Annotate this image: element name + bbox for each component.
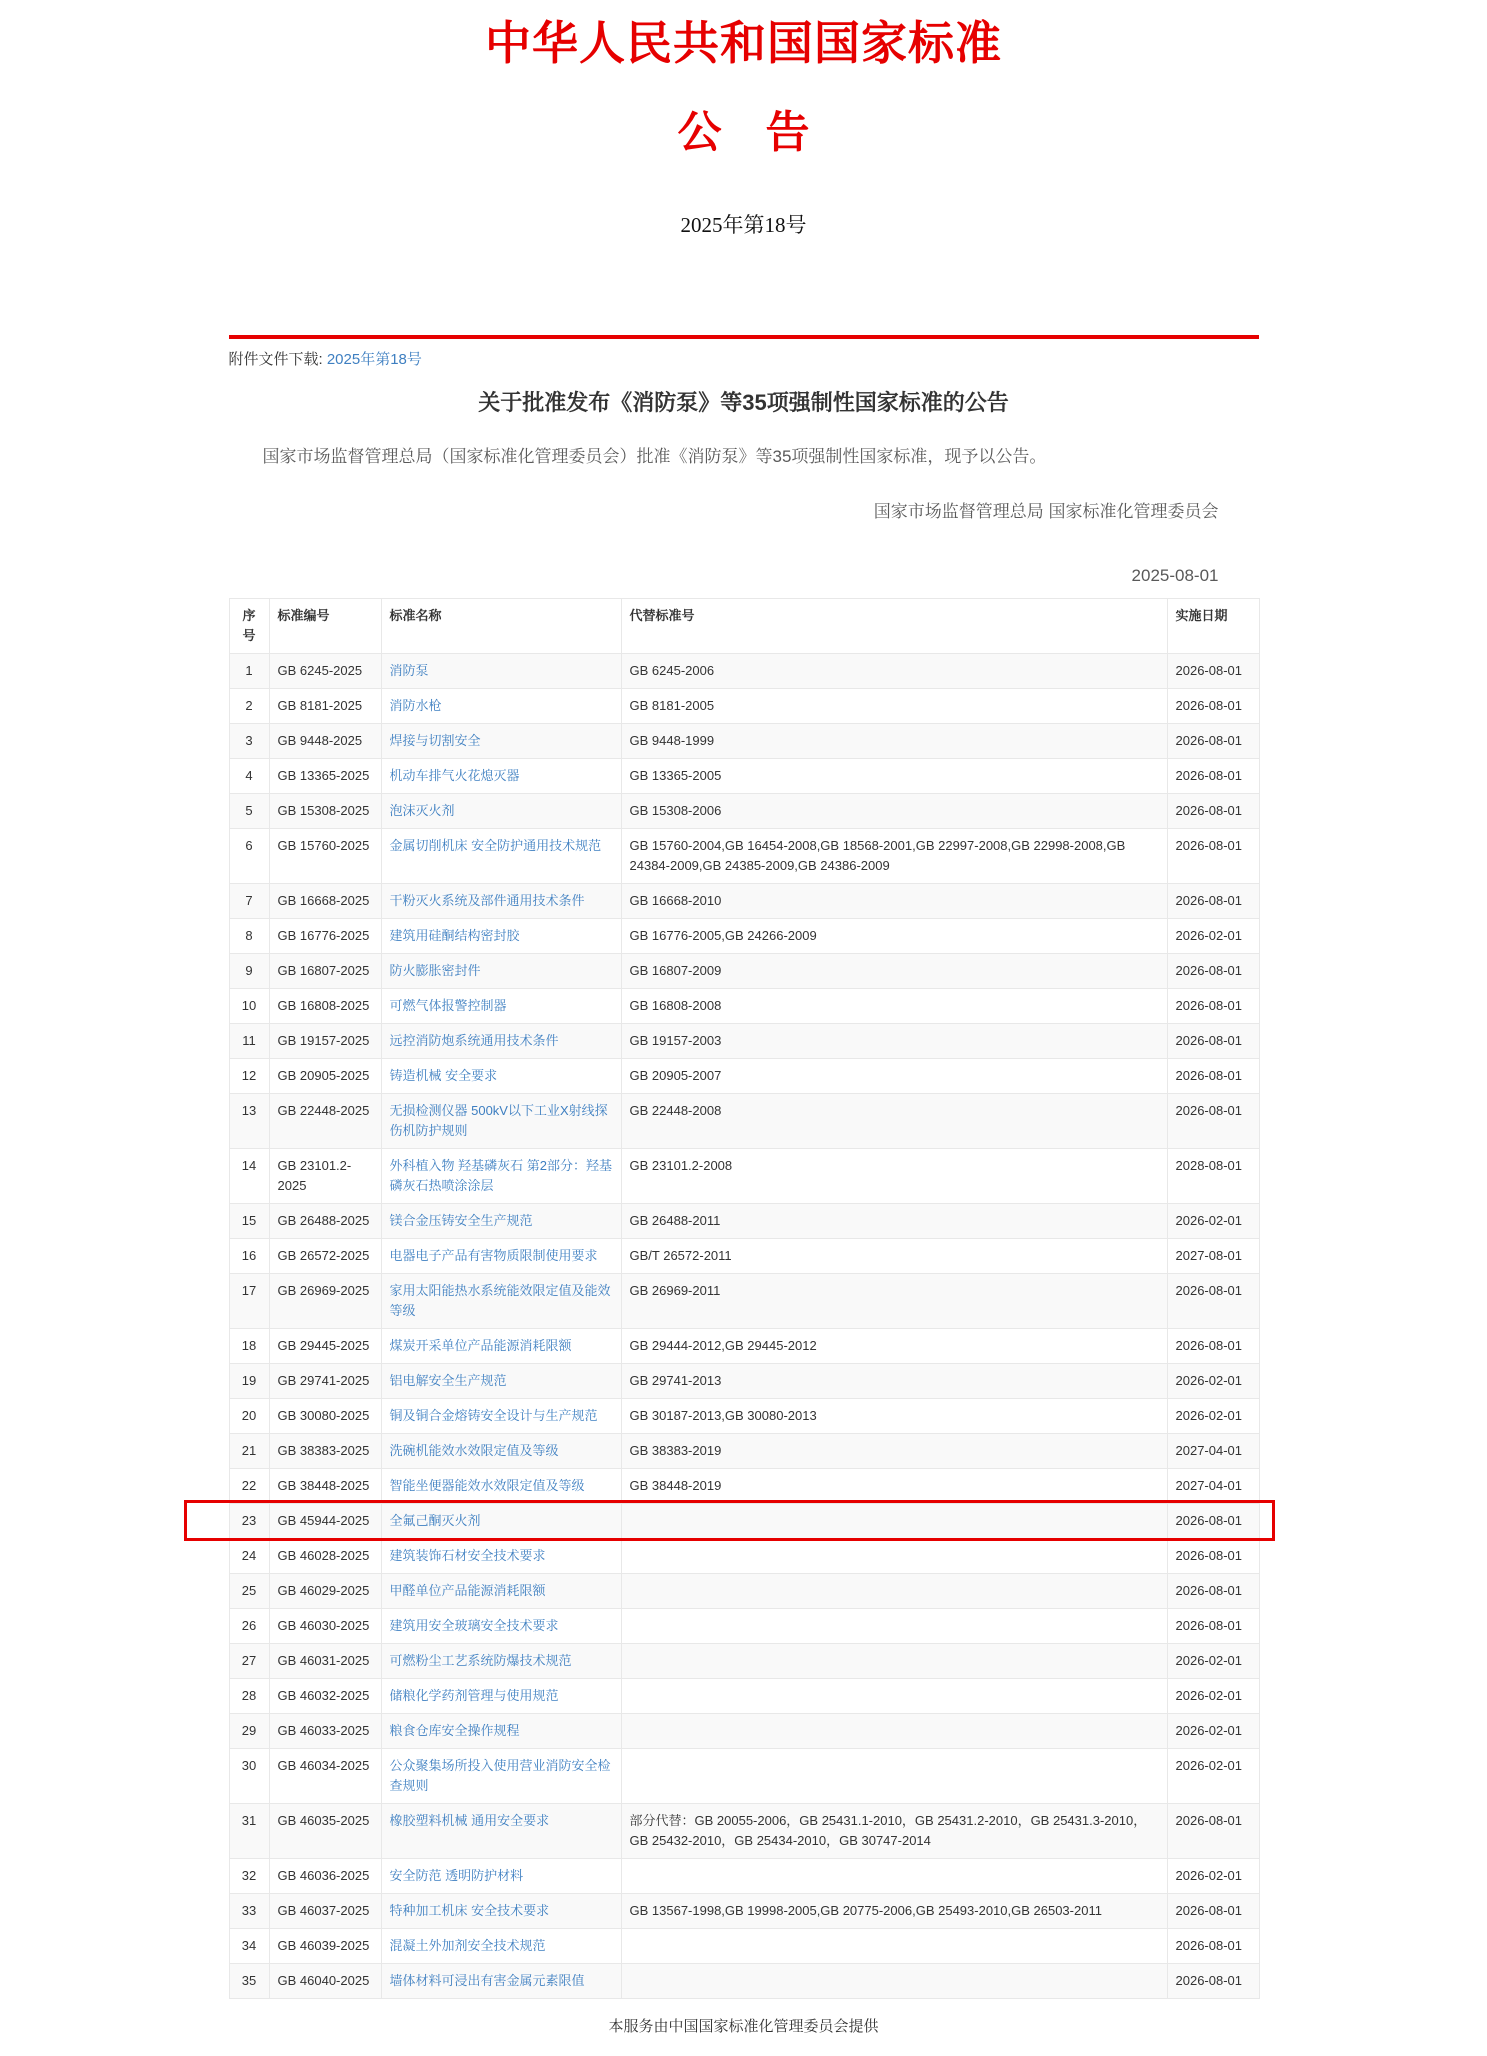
cell-date: 2026-02-01	[1167, 1644, 1259, 1679]
cell-date: 2027-04-01	[1167, 1469, 1259, 1504]
cell-replaced: GB 38448-2019	[621, 1469, 1167, 1504]
cell-replaced	[621, 1859, 1167, 1894]
issuing-authorities: 国家市场监督管理总局 国家标准化管理委员会	[873, 502, 1219, 522]
table-row	[229, 1964, 1259, 1999]
table-row	[229, 1679, 1259, 1714]
cell-seq: 32	[229, 1859, 269, 1894]
cell-std-no: GB 20905-2025	[269, 1059, 381, 1094]
standard-link[interactable]: 外科植入物 羟基磷灰石 第2部分：羟基磷灰石热喷涂涂层	[389, 1158, 612, 1194]
cell-std-name	[381, 654, 621, 689]
cell-date: 2026-08-01	[1167, 1274, 1259, 1329]
cell-replaced	[621, 1574, 1167, 1609]
table-row	[229, 1539, 1259, 1574]
standard-link[interactable]: 墙体材料可浸出有害金属元素限值	[389, 1973, 585, 1989]
issue-number: 2025年第18号	[680, 213, 807, 238]
table-row	[229, 1024, 1259, 1059]
cell-std-no: GB 46035-2025	[269, 1804, 381, 1859]
cell-seq: 4	[229, 759, 269, 794]
cell-date: 2026-02-01	[1167, 1859, 1259, 1894]
cell-replaced: GB 29741-2013	[621, 1364, 1167, 1399]
cell-date: 2026-02-01	[1167, 1679, 1259, 1714]
announcement-title: 关于批准发布《消防泵》等35项强制性国家标准的公告	[478, 390, 1009, 416]
cell-std-name	[381, 1024, 621, 1059]
cell-date: 2026-08-01	[1167, 884, 1259, 919]
cell-std-name	[381, 724, 621, 759]
cell-replaced	[621, 1964, 1167, 1999]
table-row	[229, 1714, 1259, 1749]
table-row	[229, 919, 1259, 954]
cell-replaced: 部分代替：GB 20055-2006，GB 25431.1-2010，GB 25431.2-2010，GB 25431.3-2010，GB 25432-2010，GB 25434-2010，GB 30747-2014	[621, 1804, 1167, 1859]
standard-link[interactable]: 建筑用硅酮结构密封胶	[389, 928, 520, 944]
standard-link[interactable]: 智能坐便器能效水效限定值及等级	[389, 1478, 585, 1494]
cell-std-no: GB 15760-2025	[269, 829, 381, 884]
cell-std-no: GB 8181-2025	[269, 689, 381, 724]
cell-std-name	[381, 1094, 621, 1149]
standard-link[interactable]: 可燃气体报警控制器	[389, 998, 507, 1014]
standard-link[interactable]: 橡胶塑料机械 通用安全要求	[389, 1813, 550, 1829]
cell-std-no: GB 26969-2025	[269, 1274, 381, 1329]
table-row	[229, 954, 1259, 989]
standard-link[interactable]: 家用太阳能热水系统能效限定值及能效等级	[389, 1283, 611, 1319]
table-row	[229, 724, 1259, 759]
announcement-body: 国家市场监督管理总局（国家标准化管理委员会）批准《消防泵》等35项强制性国家标准，现予以公告。	[262, 446, 1047, 466]
cell-replaced: GB 23101.2-2008	[621, 1149, 1167, 1204]
standard-link[interactable]: 远控消防炮系统通用技术条件	[389, 1033, 559, 1049]
cell-date: 2026-08-01	[1167, 1964, 1259, 1999]
cell-std-no: GB 46031-2025	[269, 1644, 381, 1679]
table-row	[229, 1094, 1259, 1149]
cell-std-name	[381, 1059, 621, 1094]
cell-seq: 15	[229, 1204, 269, 1239]
cell-seq: 11	[229, 1024, 269, 1059]
cell-replaced: GB 13365-2005	[621, 759, 1167, 794]
cell-seq: 8	[229, 919, 269, 954]
cell-replaced: GB 9448-1999	[621, 724, 1167, 759]
cell-std-name	[381, 759, 621, 794]
cell-std-name	[381, 1539, 621, 1574]
cell-std-no: GB 45944-2025	[269, 1504, 381, 1539]
cell-seq: 12	[229, 1059, 269, 1094]
announcement-date: 2025-08-01	[1131, 566, 1219, 586]
cell-replaced	[621, 1679, 1167, 1714]
cell-replaced: GB 8181-2005	[621, 689, 1167, 724]
cell-replaced: GB 38383-2019	[621, 1434, 1167, 1469]
standard-link[interactable]: 机动车排气火花熄灭器	[389, 768, 520, 784]
cell-date: 2028-08-01	[1167, 1149, 1259, 1204]
table-row	[229, 989, 1259, 1024]
standard-link[interactable]: 安全防范 透明防护材料	[389, 1868, 524, 1884]
table-body	[229, 654, 1259, 1999]
standard-link[interactable]: 铝电解安全生产规范	[389, 1373, 507, 1389]
table-row	[229, 1859, 1259, 1894]
footer-text: 本服务由中国国家标准化管理委员会提供	[608, 2018, 879, 2036]
table-row	[229, 689, 1259, 724]
cell-std-name	[381, 1329, 621, 1364]
standard-link[interactable]: 消防水枪	[389, 698, 442, 714]
table-row	[229, 829, 1259, 884]
cell-seq: 10	[229, 989, 269, 1024]
standard-link[interactable]: 建筑装饰石材安全技术要求	[389, 1548, 546, 1564]
cell-std-no: GB 46030-2025	[269, 1609, 381, 1644]
table-row	[229, 1644, 1259, 1679]
table-row	[229, 1469, 1259, 1504]
cell-seq: 28	[229, 1679, 269, 1714]
cell-std-no: GB 46040-2025	[269, 1964, 381, 1999]
standard-link[interactable]: 混凝土外加剂安全技术规范	[389, 1938, 546, 1954]
cell-date: 2027-04-01	[1167, 1434, 1259, 1469]
cell-replaced: GB 16776-2005,GB 24266-2009	[621, 919, 1167, 954]
cell-replaced: GB 29444-2012,GB 29445-2012	[621, 1329, 1167, 1364]
doc-title-line2: 公 告	[677, 107, 810, 157]
cell-seq: 34	[229, 1929, 269, 1964]
cell-date: 2026-08-01	[1167, 1059, 1259, 1094]
cell-replaced	[621, 1644, 1167, 1679]
cell-std-name	[381, 989, 621, 1024]
cell-replaced: GB 20905-2007	[621, 1059, 1167, 1094]
cell-std-no: GB 29741-2025	[269, 1364, 381, 1399]
cell-replaced: GB 16808-2008	[621, 989, 1167, 1024]
cell-std-name	[381, 1964, 621, 1999]
cell-date: 2026-08-01	[1167, 1574, 1259, 1609]
cell-seq: 24	[229, 1539, 269, 1574]
cell-std-name	[381, 689, 621, 724]
cell-std-name	[381, 1504, 621, 1539]
cell-replaced	[621, 1749, 1167, 1804]
cell-std-name	[381, 1859, 621, 1894]
cell-date: 2026-08-01	[1167, 989, 1259, 1024]
cell-replaced: GB 16807-2009	[621, 954, 1167, 989]
cell-date: 2026-02-01	[1167, 1714, 1259, 1749]
cell-replaced	[621, 1504, 1167, 1539]
standard-link[interactable]: 镁合金压铸安全生产规范	[389, 1213, 533, 1229]
cell-seq: 18	[229, 1329, 269, 1364]
column-header-date: 实施日期	[1167, 599, 1259, 654]
standard-link[interactable]: 无损检测仪器 500kV以下工业X射线探伤机防护规则	[389, 1103, 608, 1139]
cell-std-name	[381, 794, 621, 829]
cell-std-no: GB 9448-2025	[269, 724, 381, 759]
cell-date: 2026-02-01	[1167, 1399, 1259, 1434]
cell-replaced: GB 26488-2011	[621, 1204, 1167, 1239]
cell-std-name	[381, 1204, 621, 1239]
cell-seq: 16	[229, 1239, 269, 1274]
cell-std-no: GB 6245-2025	[269, 654, 381, 689]
cell-seq: 25	[229, 1574, 269, 1609]
cell-date: 2026-08-01	[1167, 1024, 1259, 1059]
cell-date: 2026-08-01	[1167, 724, 1259, 759]
cell-replaced	[621, 1714, 1167, 1749]
cell-std-no: GB 38383-2025	[269, 1434, 381, 1469]
cell-replaced: GB 6245-2006	[621, 654, 1167, 689]
table-row	[229, 1434, 1259, 1469]
table-row	[229, 1574, 1259, 1609]
cell-std-name	[381, 1714, 621, 1749]
cell-std-name	[381, 829, 621, 884]
red-divider	[229, 335, 1259, 339]
standard-link[interactable]: 防火膨胀密封件	[389, 963, 481, 979]
cell-seq: 9	[229, 954, 269, 989]
standard-link[interactable]: 煤炭开采单位产品能源消耗限额	[389, 1338, 572, 1354]
table-row	[229, 1274, 1259, 1329]
cell-std-name	[381, 1274, 621, 1329]
cell-date: 2026-08-01	[1167, 654, 1259, 689]
table-header-row	[229, 599, 1259, 654]
cell-std-no: GB 15308-2025	[269, 794, 381, 829]
cell-seq: 35	[229, 1964, 269, 1999]
cell-date: 2027-08-01	[1167, 1239, 1259, 1274]
table-row	[229, 1749, 1259, 1804]
standard-link[interactable]: 储粮化学药剂管理与使用规范	[389, 1688, 559, 1704]
cell-seq: 3	[229, 724, 269, 759]
cell-std-no: GB 29445-2025	[269, 1329, 381, 1364]
cell-std-name	[381, 1469, 621, 1504]
cell-date: 2026-08-01	[1167, 829, 1259, 884]
cell-seq: 21	[229, 1434, 269, 1469]
attachment-row	[229, 348, 1259, 369]
cell-seq: 19	[229, 1364, 269, 1399]
cell-date: 2026-02-01	[1167, 919, 1259, 954]
cell-seq: 22	[229, 1469, 269, 1504]
cell-date: 2026-08-01	[1167, 794, 1259, 829]
cell-replaced	[621, 1929, 1167, 1964]
cell-date: 2026-08-01	[1167, 1329, 1259, 1364]
cell-date: 2026-08-01	[1167, 954, 1259, 989]
cell-seq: 30	[229, 1749, 269, 1804]
standard-link[interactable]: 公众聚集场所投入使用营业消防安全检查规则	[389, 1758, 611, 1794]
cell-date: 2026-08-01	[1167, 1504, 1259, 1539]
table-row	[229, 1059, 1259, 1094]
cell-std-no: GB 46029-2025	[269, 1574, 381, 1609]
cell-std-no: GB 46032-2025	[269, 1679, 381, 1714]
standard-link[interactable]: 全氟己酮灭火剂	[389, 1513, 481, 1529]
cell-replaced: GB 16668-2010	[621, 884, 1167, 919]
cell-std-no: GB 46033-2025	[269, 1714, 381, 1749]
table-row	[229, 1204, 1259, 1239]
cell-std-name	[381, 1364, 621, 1399]
cell-std-no: GB 16668-2025	[269, 884, 381, 919]
cell-std-no: GB 26488-2025	[269, 1204, 381, 1239]
cell-date: 2026-08-01	[1167, 1929, 1259, 1964]
standard-link[interactable]: 粮食仓库安全操作规程	[389, 1723, 520, 1739]
cell-std-no: GB 23101.2-2025	[269, 1149, 381, 1204]
cell-replaced: GB 13567-1998,GB 19998-2005,GB 20775-2006,GB 25493-2010,GB 26503-2011	[621, 1894, 1167, 1929]
cell-std-name	[381, 1239, 621, 1274]
cell-std-no: GB 26572-2025	[269, 1239, 381, 1274]
table-row	[229, 884, 1259, 919]
standard-link[interactable]: 可燃粉尘工艺系统防爆技术规范	[389, 1653, 572, 1669]
cell-replaced: GB 15760-2004,GB 16454-2008,GB 18568-2001,GB 22997-2008,GB 22998-2008,GB 24384-2009,GB 24385-2009,GB 24386-2009	[621, 829, 1167, 884]
cell-std-name	[381, 1574, 621, 1609]
cell-date: 2026-02-01	[1167, 1204, 1259, 1239]
cell-std-name	[381, 884, 621, 919]
table-row	[229, 1609, 1259, 1644]
table-row	[229, 1399, 1259, 1434]
standard-link[interactable]: 洗碗机能效水效限定值及等级	[389, 1443, 559, 1459]
cell-replaced: GB 26969-2011	[621, 1274, 1167, 1329]
cell-replaced: GB 19157-2003	[621, 1024, 1167, 1059]
cell-std-name	[381, 954, 621, 989]
table-row	[229, 1239, 1259, 1274]
cell-std-name	[381, 1749, 621, 1804]
cell-std-name	[381, 1644, 621, 1679]
cell-seq: 29	[229, 1714, 269, 1749]
cell-std-name	[381, 1149, 621, 1204]
table-row	[229, 1149, 1259, 1204]
table-row	[229, 654, 1259, 689]
page-container	[229, 0, 1259, 2056]
cell-date: 2026-02-01	[1167, 1364, 1259, 1399]
table-row	[229, 1894, 1259, 1929]
standard-link[interactable]: 铸造机械 安全要求	[389, 1068, 498, 1084]
cell-replaced: GB/T 26572-2011	[621, 1239, 1167, 1274]
cell-date: 2026-08-01	[1167, 1804, 1259, 1859]
cell-seq: 2	[229, 689, 269, 724]
cell-seq: 27	[229, 1644, 269, 1679]
cell-date: 2026-08-01	[1167, 759, 1259, 794]
cell-replaced	[621, 1609, 1167, 1644]
standard-link[interactable]: 金属切削机床 安全防护通用技术规范	[389, 838, 602, 854]
column-header-seq: 序号	[229, 599, 269, 654]
cell-std-name	[381, 1894, 621, 1929]
cell-std-no: GB 13365-2025	[269, 759, 381, 794]
column-header-std-no: 标准编号	[269, 599, 381, 654]
table-row	[229, 1364, 1259, 1399]
cell-date: 2026-08-01	[1167, 1094, 1259, 1149]
standard-link[interactable]: 泡沫灭火剂	[389, 803, 455, 819]
cell-std-name	[381, 1434, 621, 1469]
cell-std-no: GB 46036-2025	[269, 1859, 381, 1894]
cell-replaced: GB 30187-2013,GB 30080-2013	[621, 1399, 1167, 1434]
doc-title-line1: 中华人民共和国国家标准	[485, 18, 1002, 69]
standard-link[interactable]: 铜及铜合金熔铸安全设计与生产规范	[389, 1408, 598, 1424]
cell-date: 2026-08-01	[1167, 1609, 1259, 1644]
attachment-link[interactable]: 2025年第18号	[326, 351, 422, 369]
cell-std-no: GB 19157-2025	[269, 1024, 381, 1059]
column-header-std-name: 标准名称	[381, 599, 621, 654]
table-row	[229, 759, 1259, 794]
cell-seq: 26	[229, 1609, 269, 1644]
cell-std-name	[381, 1399, 621, 1434]
cell-date: 2026-08-01	[1167, 689, 1259, 724]
cell-seq: 5	[229, 794, 269, 829]
cell-std-no: GB 46034-2025	[269, 1749, 381, 1804]
standard-link[interactable]: 建筑用安全玻璃安全技术要求	[389, 1618, 559, 1634]
attachment-label: 附件文件下载:	[228, 351, 323, 369]
cell-seq: 13	[229, 1094, 269, 1149]
cell-std-no: GB 46028-2025	[269, 1539, 381, 1574]
cell-seq: 23	[229, 1504, 269, 1539]
cell-std-no: GB 30080-2025	[269, 1399, 381, 1434]
table-row	[229, 1804, 1259, 1859]
cell-seq: 31	[229, 1804, 269, 1859]
standards-table	[229, 598, 1260, 1999]
cell-std-name	[381, 1804, 621, 1859]
standard-link[interactable]: 焊接与切割安全	[389, 733, 481, 749]
standard-link[interactable]: 甲醛单位产品能源消耗限额	[389, 1583, 546, 1599]
cell-replaced: GB 15308-2006	[621, 794, 1167, 829]
standard-link[interactable]: 消防泵	[389, 663, 429, 679]
cell-seq: 1	[229, 654, 269, 689]
cell-seq: 6	[229, 829, 269, 884]
cell-std-no: GB 16807-2025	[269, 954, 381, 989]
standard-link[interactable]: 特种加工机床 安全技术要求	[389, 1903, 550, 1919]
cell-std-name	[381, 1609, 621, 1644]
cell-std-name	[381, 1679, 621, 1714]
cell-date: 2026-08-01	[1167, 1894, 1259, 1929]
table-row	[229, 1329, 1259, 1364]
cell-std-no: GB 46039-2025	[269, 1929, 381, 1964]
cell-seq: 14	[229, 1149, 269, 1204]
cell-std-name	[381, 1929, 621, 1964]
cell-date: 2026-08-01	[1167, 1539, 1259, 1574]
standard-link[interactable]: 干粉灭火系统及部件通用技术条件	[389, 893, 585, 909]
cell-date: 2026-02-01	[1167, 1749, 1259, 1804]
table-row	[229, 1504, 1259, 1539]
cell-seq: 17	[229, 1274, 269, 1329]
cell-std-no: GB 16808-2025	[269, 989, 381, 1024]
cell-seq: 33	[229, 1894, 269, 1929]
cell-std-no: GB 46037-2025	[269, 1894, 381, 1929]
cell-std-no: GB 22448-2025	[269, 1094, 381, 1149]
cell-seq: 7	[229, 884, 269, 919]
cell-replaced	[621, 1539, 1167, 1574]
column-header-replaced: 代替标准号	[621, 599, 1167, 654]
cell-std-name	[381, 919, 621, 954]
cell-std-no: GB 16776-2025	[269, 919, 381, 954]
cell-replaced: GB 22448-2008	[621, 1094, 1167, 1149]
standards-table-wrap	[229, 598, 1259, 1999]
cell-seq: 20	[229, 1399, 269, 1434]
table-row	[229, 1929, 1259, 1964]
cell-std-no: GB 38448-2025	[269, 1469, 381, 1504]
table-row	[229, 794, 1259, 829]
standard-link[interactable]: 电器电子产品有害物质限制使用要求	[389, 1248, 598, 1264]
